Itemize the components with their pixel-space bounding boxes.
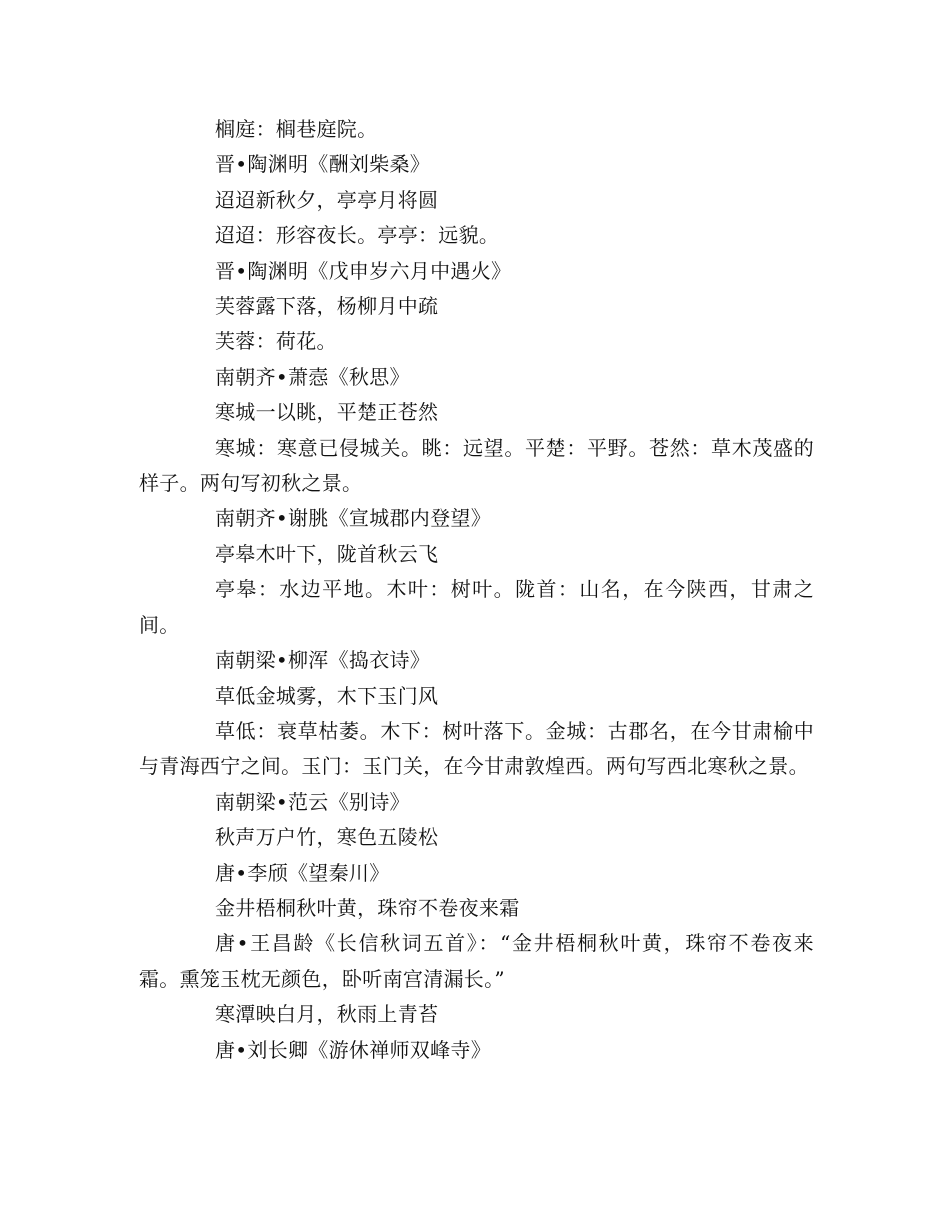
paragraph: 寒城一以眺，平楚正苍然	[215, 400, 439, 425]
paragraph: 迢迢：形容夜长。亭亭：远貌。	[215, 223, 500, 248]
paragraph: 亭皋：水边平地。木叶：树叶。陇首：山名，在今陕西，甘肃之间。	[139, 577, 814, 637]
paragraph: 南朝齐•谢朓《宣城郡内登望》	[215, 506, 491, 531]
paragraph: 晋•陶渊明《酬刘柴桑》	[215, 152, 431, 177]
paragraph: 草低金城雾，木下玉门风	[215, 683, 439, 708]
paragraph: 榈庭：榈巷庭院。	[215, 117, 378, 141]
paragraph: 南朝梁•范云《别诗》	[215, 789, 410, 814]
paragraph: 晋•陶渊明《戊申岁六月中遇火》	[215, 258, 512, 283]
paragraph: 草低：衰草枯萎。木下：树叶落下。金城：古郡名，在今甘肃榆中与青海西宁之间。玉门：玉门关，在今甘肃敦煌西。两句写西北寒秋之景。	[139, 718, 814, 779]
paragraph: 唐•李颀《望秦川》	[215, 860, 390, 885]
paragraph: 芙蓉：荷花。	[215, 329, 337, 354]
paragraph: 芙蓉露下落，杨柳月中疏	[215, 294, 439, 319]
paragraph: 寒城：寒意已侵城关。眺：远望。平楚：平野。苍然：草木茂盛的样子。两句写初秋之景。	[139, 435, 814, 496]
paragraph: 南朝齐•萧悫《秋思》	[215, 364, 410, 389]
paragraph: 唐•王昌龄《长信秋词五首》：“金井梧桐秋叶黄，珠帘不卷夜来霜。熏笼玉枕无颜色，卧听南宫清漏长。”	[139, 931, 814, 991]
paragraph: 唐•刘长卿《游休禅师双峰寺》	[215, 1037, 491, 1062]
paragraph: 秋声万户竹，寒色五陵松	[215, 825, 439, 850]
paragraph: 迢迢新秋夕，亭亭月将圆	[215, 187, 439, 212]
paragraph: 亭皋木叶下，陇首秋云飞	[215, 541, 439, 566]
paragraph: 金井梧桐秋叶黄，珠帘不卷夜来霜	[215, 895, 520, 920]
paragraph: 寒潭映白月，秋雨上青苔	[215, 1002, 439, 1027]
paragraph: 南朝梁•柳浑《捣衣诗》	[215, 648, 431, 673]
document-body	[139, 112, 814, 1068]
